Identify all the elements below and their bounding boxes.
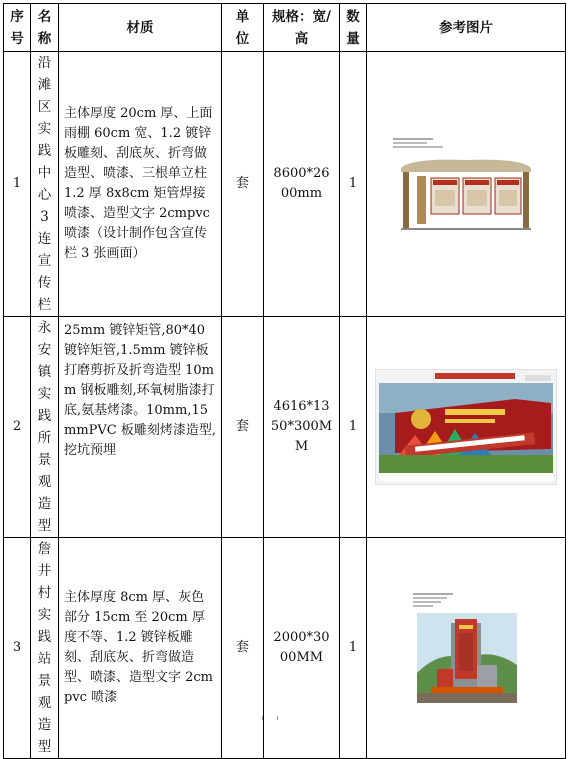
spec-table	[3, 3, 566, 759]
row-material: 主体厚度 8cm 厚、灰色部分 15cm 至 20cm 厚度不等、1.2 镀锌板雕刻、刮底灰、折弯做造型、喷漆、造型文字 2cmpvc 喷漆	[59, 538, 222, 759]
row-material: 25mm 镀锌矩管,80*40 镀锌矩管,1.5mm 镀锌板打磨剪折及折弯造型 10mm 钢板雕刻,环氧树脂漆打底,氨基烤漆。10mm,15mmPVC 板雕刻烤漆造型,挖坑预埋	[59, 317, 222, 538]
row-index: 3	[4, 538, 31, 759]
row-image	[367, 538, 566, 759]
table-header-row	[4, 4, 566, 52]
row-unit: 套	[222, 52, 264, 317]
row-spec: 4616*1350*300MM	[264, 317, 340, 538]
header-index: 序号	[4, 4, 31, 52]
row-qty: 1	[340, 52, 367, 317]
billboard-photo-icon	[391, 134, 541, 234]
row-unit: 套	[222, 538, 264, 759]
header-image: 参考图片	[367, 4, 566, 52]
row-material: 主体厚度 20cm 厚、上面雨棚 60cm 宽、1.2 镀锌板雕刻、刮底灰、折弯做造型、喷漆、三根单立柱 1.2 厚 8x8cm 矩管焊接喷漆、造型文字 2cmpvc 喷漆（设计制作包含宣传栏 3 张画面）	[59, 52, 222, 317]
monument-photo-icon	[411, 589, 521, 707]
header-unit: 单位	[222, 4, 264, 52]
header-spec: 规格：宽/高	[264, 4, 340, 52]
table-row	[4, 52, 566, 317]
row-unit: 套	[222, 317, 264, 538]
row-spec: 2000*3000MM	[264, 538, 340, 759]
header-qty: 数量	[340, 4, 367, 52]
landscape-sign-photo-icon	[375, 369, 557, 485]
row-name: 詹井村实践站景观造型	[31, 538, 59, 759]
table-row	[4, 317, 566, 538]
row-name: 沿滩区实践中心3连宣传栏	[31, 52, 59, 317]
row-image	[367, 317, 566, 538]
row-qty: 1	[340, 538, 367, 759]
row-spec: 8600*2600mm	[264, 52, 340, 317]
row-qty: 1	[340, 317, 367, 538]
page-edge-marker	[262, 716, 278, 720]
row-name: 永安镇实践所景观造型	[31, 317, 59, 538]
row-index: 2	[4, 317, 31, 538]
row-image	[367, 52, 566, 317]
table-row	[4, 538, 566, 759]
header-material: 材质	[59, 4, 222, 52]
row-index: 1	[4, 52, 31, 317]
header-name: 名称	[31, 4, 59, 52]
